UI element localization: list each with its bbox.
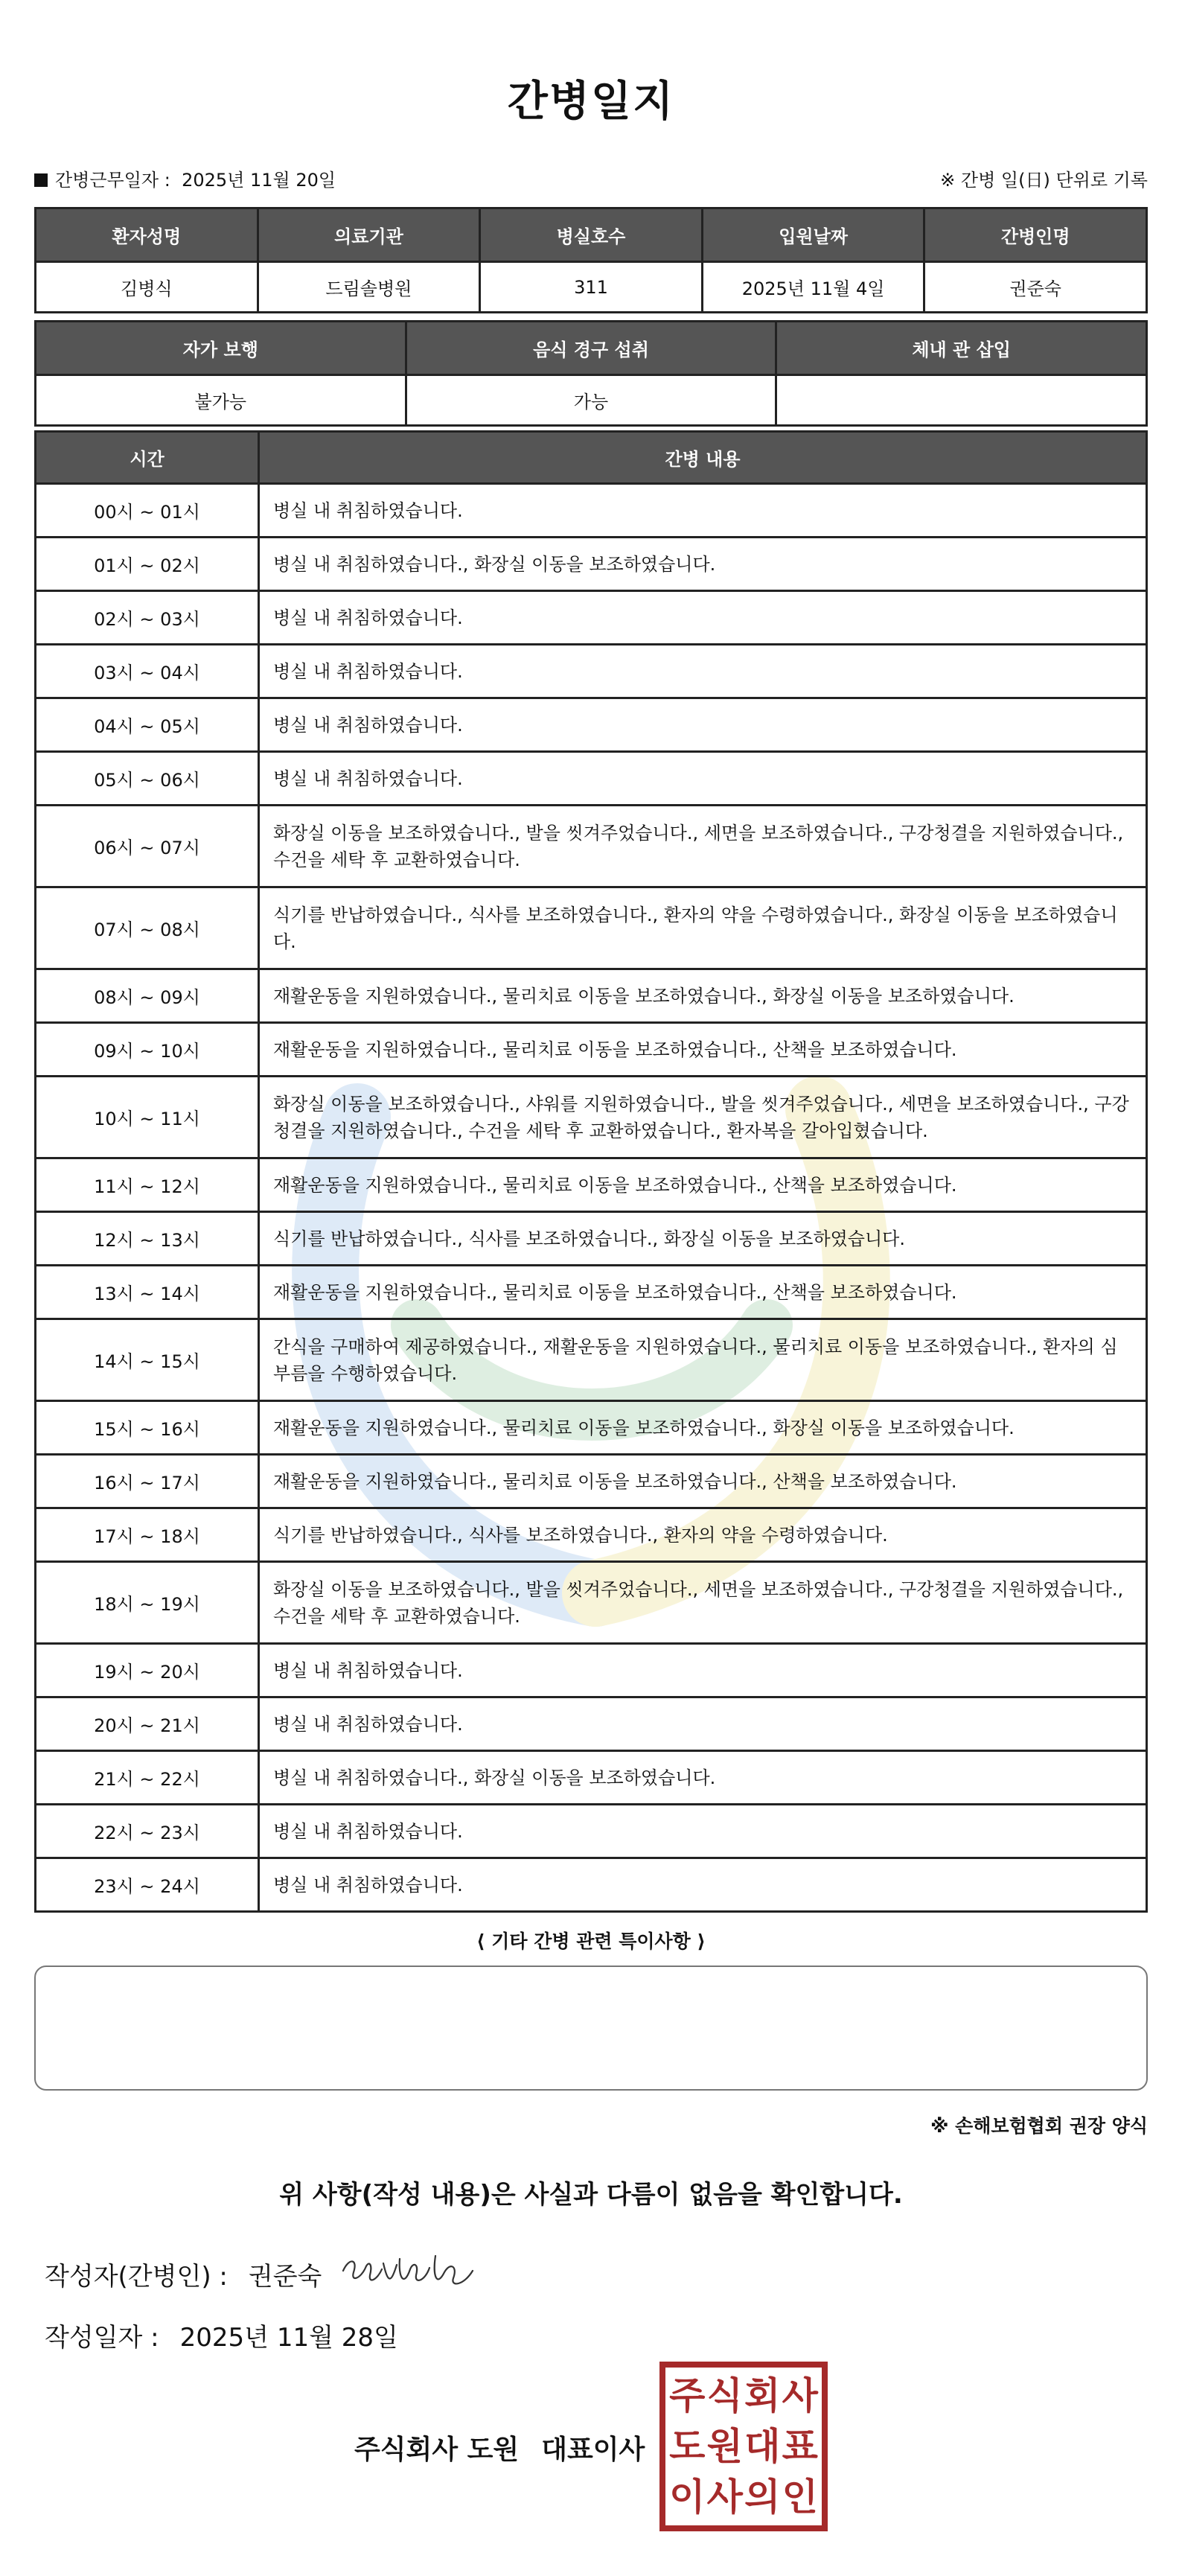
hospital: 드림솔병원	[258, 262, 480, 313]
header-admission-date: 입원날짜	[702, 208, 924, 262]
log-time: 22시 ~ 23시	[36, 1805, 259, 1858]
seal-char: 주	[669, 2374, 706, 2417]
seal-char: 원	[706, 2425, 743, 2468]
log-row	[36, 484, 1147, 538]
log-row	[36, 538, 1147, 591]
seal-char: 식	[706, 2374, 743, 2417]
log-time: 03시 ~ 04시	[36, 645, 259, 698]
log-time: 12시 ~ 13시	[36, 1212, 259, 1266]
header-care-content: 간병 내용	[259, 432, 1147, 484]
patient-info-table	[34, 207, 1148, 313]
seal-characters	[668, 2371, 819, 2522]
log-row	[36, 1455, 1147, 1508]
log-row	[36, 1266, 1147, 1319]
log-time: 21시 ~ 22시	[36, 1751, 259, 1805]
log-content: 화장실 이동을 보조하였습니다., 샤워를 지원하였습니다., 발을 씻겨주었습니다., 세면을 보조하였습니다., 구강청결을 지원하였습니다., 수건을 세탁 후 교환하였습니다., 환자복을 갈아입혔습니다.	[259, 1077, 1147, 1158]
log-time: 16시 ~ 17시	[36, 1455, 259, 1508]
notes-box	[34, 1966, 1148, 2091]
square-bullet-icon	[34, 173, 48, 187]
caregiver-name: 권준숙	[924, 262, 1147, 313]
signature-icon	[339, 2241, 476, 2301]
log-content: 재활운동을 지원하였습니다., 물리치료 이동을 보조하였습니다., 화장실 이동을 보조하였습니다.	[259, 969, 1147, 1023]
log-content: 화장실 이동을 보조하였습니다., 발을 씻겨주었습니다., 세면을 보조하였습니다., 구강청결을 지원하였습니다., 수건을 세탁 후 교환하였습니다.	[259, 1562, 1147, 1644]
log-row	[36, 752, 1147, 806]
log-content: 재활운동을 지원하였습니다., 물리치료 이동을 보조하였습니다., 산책을 보조하였습니다.	[259, 1023, 1147, 1077]
log-time: 08시 ~ 09시	[36, 969, 259, 1023]
company-ceo-title: 대표이사	[541, 2435, 645, 2465]
log-time: 04시 ~ 05시	[36, 698, 259, 752]
company-seal-stamp	[659, 2362, 828, 2531]
log-content: 병실 내 취침하였습니다., 화장실 이동을 보조하였습니다.	[259, 1751, 1147, 1805]
company-line	[354, 2429, 645, 2467]
log-row	[36, 1858, 1147, 1912]
log-content: 병실 내 취침하였습니다.	[259, 484, 1147, 538]
log-row	[36, 1319, 1147, 1401]
oral-intake: 가능	[406, 375, 776, 426]
header-time: 시간	[36, 432, 259, 484]
tube-insertion	[776, 375, 1147, 426]
log-content: 재활운동을 지원하였습니다., 물리치료 이동을 보조하였습니다., 산책을 보조하였습니다.	[259, 1158, 1147, 1212]
seal-char: 대	[744, 2425, 781, 2468]
seal-char: 도	[669, 2425, 706, 2468]
seal-char: 사	[706, 2475, 743, 2519]
log-row	[36, 698, 1147, 752]
patient-info-value-row	[36, 262, 1147, 313]
log-content: 식기를 반납하였습니다., 식사를 보조하였습니다., 환자의 약을 수령하였습니다., 화장실 이동을 보조하였습니다.	[259, 887, 1147, 969]
log-row	[36, 645, 1147, 698]
log-row	[36, 1023, 1147, 1077]
written-date-value: 2025년 11월 28일	[179, 2323, 398, 2353]
page-title: 간병일지	[507, 77, 675, 126]
log-time: 07시 ~ 08시	[36, 887, 259, 969]
log-time: 19시 ~ 20시	[36, 1644, 259, 1697]
seal-char: 표	[782, 2425, 818, 2468]
log-time: 10시 ~ 11시	[36, 1077, 259, 1158]
log-header-row	[36, 432, 1147, 484]
header-self-walking: 자가 보행	[36, 322, 406, 375]
log-row	[36, 969, 1147, 1023]
written-date-line	[45, 2317, 398, 2353]
log-time: 06시 ~ 07시	[36, 806, 259, 887]
log-content: 재활운동을 지원하였습니다., 물리치료 이동을 보조하였습니다., 산책을 보조하였습니다.	[259, 1455, 1147, 1508]
header-oral-intake: 음식 경구 섭취	[406, 322, 776, 375]
header-patient-name: 환자성명	[36, 208, 258, 262]
log-row	[36, 1401, 1147, 1455]
log-row	[36, 1212, 1147, 1266]
log-time: 05시 ~ 06시	[36, 752, 259, 806]
header-tube-insertion: 체내 관 삽입	[776, 322, 1147, 375]
work-date-value: 2025년 11월 20일	[182, 170, 336, 191]
log-time: 13시 ~ 14시	[36, 1266, 259, 1319]
log-time: 20시 ~ 21시	[36, 1697, 259, 1751]
log-row	[36, 591, 1147, 645]
log-time: 18시 ~ 19시	[36, 1562, 259, 1644]
room-number: 311	[480, 262, 703, 313]
log-row	[36, 1751, 1147, 1805]
meta-row	[34, 165, 1148, 198]
notes-title: ⟨ 기타 간병 관련 특이사항 ⟩	[476, 1931, 706, 1952]
log-row	[36, 1697, 1147, 1751]
header-room-number: 병실호수	[480, 208, 703, 262]
status-info-table	[34, 320, 1148, 427]
log-time: 00시 ~ 01시	[36, 484, 259, 538]
writer-name: 권준숙	[248, 2262, 322, 2292]
patient-info-header-row	[36, 208, 1147, 262]
log-row	[36, 887, 1147, 969]
log-content: 재활운동을 지원하였습니다., 물리치료 이동을 보조하였습니다., 산책을 보조하였습니다.	[259, 1266, 1147, 1319]
confirmation-statement: 위 사항(작성 내용)은 사실과 다름이 없음을 확인합니다.	[279, 2180, 903, 2210]
log-content: 병실 내 취침하였습니다.	[259, 645, 1147, 698]
log-row	[36, 1077, 1147, 1158]
unit-note: ※ 간병 일(日) 단위로 기록	[940, 170, 1148, 191]
header-hospital: 의료기관	[258, 208, 480, 262]
log-content: 병실 내 취침하였습니다.	[259, 591, 1147, 645]
writer-label: 작성자(간병인) :	[45, 2262, 228, 2292]
log-content: 병실 내 취침하였습니다.	[259, 752, 1147, 806]
log-row	[36, 1508, 1147, 1562]
log-content: 병실 내 취침하였습니다.	[259, 1644, 1147, 1697]
work-date-label: 간병근무일자 :	[55, 170, 170, 191]
log-row	[36, 1644, 1147, 1697]
log-time: 23시 ~ 24시	[36, 1858, 259, 1912]
log-content: 병실 내 취침하였습니다., 화장실 이동을 보조하였습니다.	[259, 538, 1147, 591]
log-time: 15시 ~ 16시	[36, 1401, 259, 1455]
log-row	[36, 1158, 1147, 1212]
care-log-table	[34, 430, 1148, 1913]
log-time: 17시 ~ 18시	[36, 1508, 259, 1562]
log-time: 11시 ~ 12시	[36, 1158, 259, 1212]
log-time: 01시 ~ 02시	[36, 538, 259, 591]
log-content: 병실 내 취침하였습니다.	[259, 1697, 1147, 1751]
log-time: 02시 ~ 03시	[36, 591, 259, 645]
seal-char: 이	[669, 2475, 706, 2519]
writer-line	[45, 2256, 322, 2292]
status-info-header-row	[36, 322, 1147, 375]
seal-char: 의	[744, 2475, 781, 2519]
log-time: 09시 ~ 10시	[36, 1023, 259, 1077]
seal-char: 회	[744, 2374, 781, 2417]
log-row	[36, 1805, 1147, 1858]
seal-char: 인	[782, 2475, 818, 2519]
header-caregiver-name: 간병인명	[924, 208, 1147, 262]
patient-name: 김병식	[36, 262, 258, 313]
status-info-value-row	[36, 375, 1147, 426]
log-row	[36, 1562, 1147, 1644]
self-walking: 불가능	[36, 375, 406, 426]
written-date-label: 작성일자 :	[45, 2323, 159, 2353]
company-name: 주식회사 도원	[354, 2435, 520, 2465]
care-log-body	[36, 484, 1147, 1912]
association-note: ※ 손해보험협회 권장 양식	[930, 2115, 1148, 2137]
seal-char: 사	[782, 2374, 818, 2417]
log-content: 병실 내 취침하였습니다.	[259, 698, 1147, 752]
log-content: 식기를 반납하였습니다., 식사를 보조하였습니다., 환자의 약을 수령하였습니다.	[259, 1508, 1147, 1562]
log-content: 병실 내 취침하였습니다.	[259, 1805, 1147, 1858]
log-row	[36, 806, 1147, 887]
log-time: 14시 ~ 15시	[36, 1319, 259, 1401]
work-date	[34, 165, 336, 191]
admission-date: 2025년 11월 4일	[702, 262, 924, 313]
log-content: 재활운동을 지원하였습니다., 물리치료 이동을 보조하였습니다., 화장실 이동을 보조하였습니다.	[259, 1401, 1147, 1455]
log-content: 화장실 이동을 보조하였습니다., 발을 씻겨주었습니다., 세면을 보조하였습니다., 구강청결을 지원하였습니다., 수건을 세탁 후 교환하였습니다.	[259, 806, 1147, 887]
log-content: 간식을 구매하여 제공하였습니다., 재활운동을 지원하였습니다., 물리치료 이동을 보조하였습니다., 환자의 심부름을 수행하였습니다.	[259, 1319, 1147, 1401]
log-content: 식기를 반납하였습니다., 식사를 보조하였습니다., 화장실 이동을 보조하였습니다.	[259, 1212, 1147, 1266]
log-content: 병실 내 취침하였습니다.	[259, 1858, 1147, 1912]
